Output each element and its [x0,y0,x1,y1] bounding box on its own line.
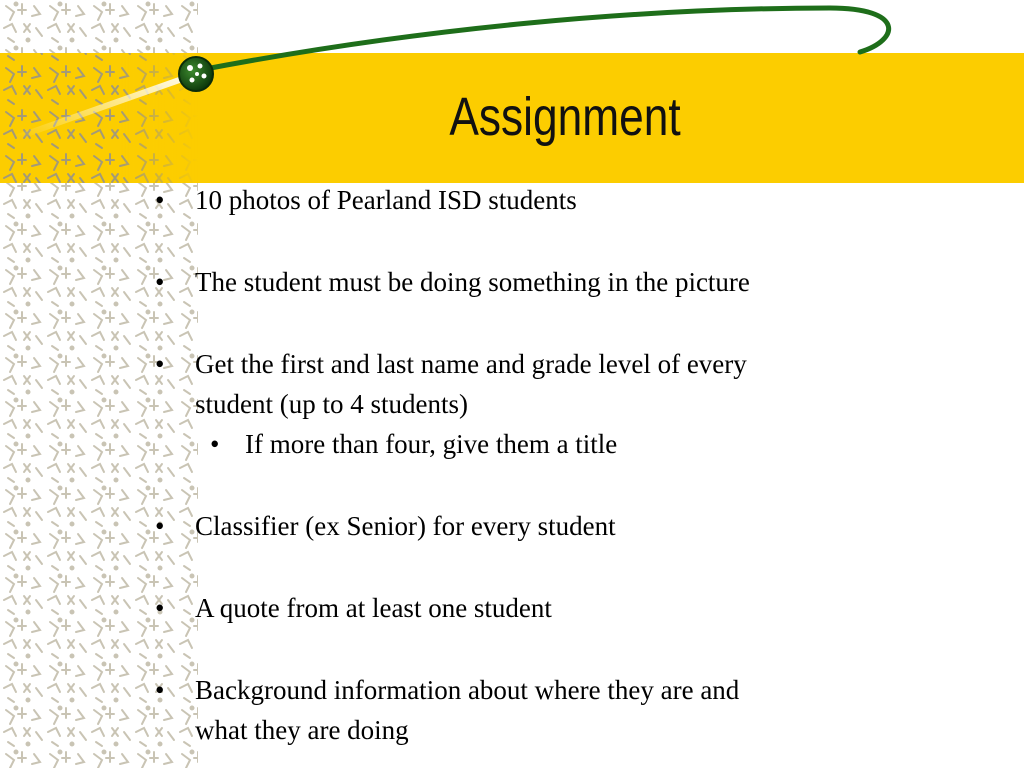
list-item [150,262,930,302]
list-item-text: Classifier (ex Senior) for every student [195,511,616,541]
list-item [150,344,930,424]
sub-list-item-text: If more than four, give them a title [245,429,618,459]
bullet-icon: • [210,429,220,459]
list-item-text: A quote from at least one student [195,593,552,623]
bullet-list [150,180,930,750]
list-item-text: Background information about where they are and [195,675,740,705]
list-item-text-continued: student (up to 4 students) [195,389,468,419]
list-item-text: Get the first and last name and grade level of every [195,349,747,379]
bullet-icon: • [155,675,165,705]
list-item-text: The student must be doing something in the picture [195,267,750,297]
list-item [150,506,930,546]
list-item-text-continued: what they are doing [195,715,409,745]
list-item-text: 10 photos of Pearland ISD students [195,185,577,215]
bullet-icon: • [155,511,165,541]
bullet-icon: • [155,267,165,297]
slide-title: Assignment [449,87,681,147]
bullet-icon: • [155,185,165,215]
bullet-icon: • [155,349,165,379]
sub-list-item [150,424,930,464]
list-item [150,588,930,628]
bullet-icon: • [155,593,165,623]
list-item [150,180,930,220]
list-item [150,670,930,750]
